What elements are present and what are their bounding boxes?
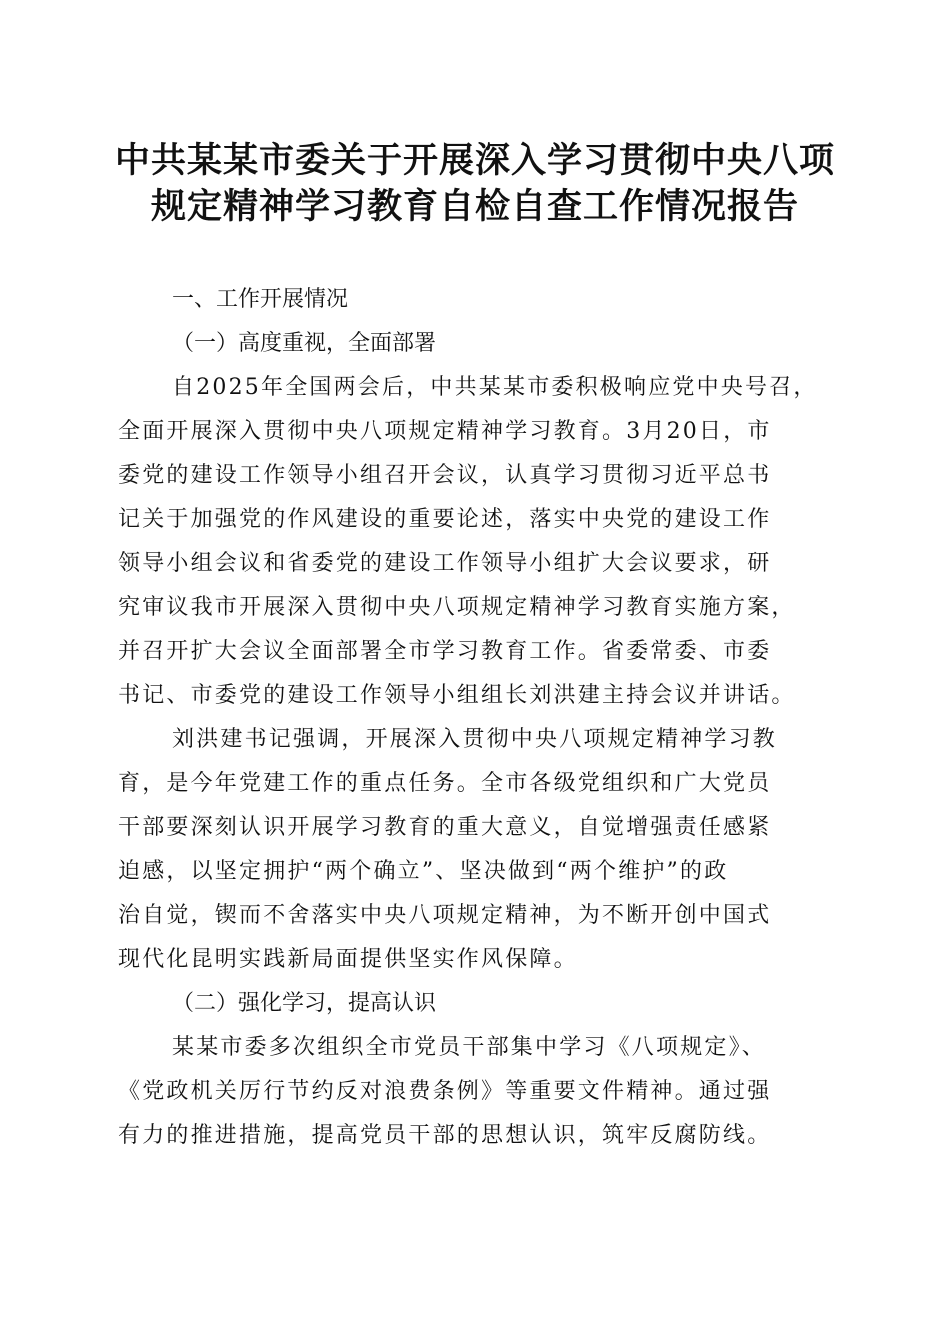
section-heading: 一、工作开展情况	[172, 287, 349, 312]
paragraph-line: 某某市委多次组织全市党员干部集中学习《八项规定》、	[172, 1035, 767, 1060]
paragraph-line: 刘洪建书记强调，开展深入贯彻中央八项规定精神学习教	[172, 727, 778, 752]
paragraph-line: 干部要深刻认识开展学习教育的重大意义，自觉增强责任感紧	[118, 815, 772, 840]
paragraph-line: 书记、市委党的建设工作领导小组组长刘洪建主持会议并讲话。	[118, 683, 796, 708]
subsection-heading-2: （二）强化学习，提高认识	[172, 991, 437, 1016]
title-line-2: 规定精神学习教育自检自查工作情况报告	[150, 186, 799, 227]
paragraph-line: 自2025年全国两会后，中共某某市委积极响应党中央号召，	[172, 375, 818, 400]
paragraph-line: 并召开扩大会议全面部署全市学习教育工作。省委常委、市委	[118, 639, 772, 664]
document-title	[90, 138, 860, 230]
title-line-1: 中共某某市委关于开展深入学习贯彻中央八项	[114, 140, 835, 181]
document-body	[118, 278, 830, 1158]
paragraph-line: 《党政机关厉行节约反对浪费条例》等重要文件精神。通过强	[118, 1079, 772, 1104]
paragraph-line: 记关于加强党的作风建设的重要论述，落实中央党的建设工作	[118, 507, 772, 532]
paragraph-line: 现代化昆明实践新局面提供坚实作风保障。	[118, 947, 578, 972]
paragraph-3	[118, 1026, 830, 1158]
paragraph-2	[118, 718, 830, 982]
subsection-heading-1: （一）高度重视，全面部署	[172, 331, 437, 356]
paragraph-line: 育，是今年党建工作的重点任务。全市各级党组织和广大党员	[118, 771, 772, 796]
paragraph-1	[118, 366, 830, 718]
paragraph-line: 委党的建设工作领导小组召开会议，认真学习贯彻习近平总书	[118, 463, 772, 488]
paragraph-line: 究审议我市开展深入贯彻中央八项规定精神学习教育实施方案，	[118, 595, 796, 620]
paragraph-line: 有力的推进措施，提高党员干部的思想认识，筑牢反腐防线。	[118, 1123, 772, 1148]
paragraph-line: 治自觉，锲而不舍落实中央八项规定精神，为不断开创中国式	[118, 903, 772, 928]
paragraph-line: 迫感，以坚定拥护“两个确立”、坚决做到“两个维护”的政	[118, 859, 729, 884]
paragraph-line: 全面开展深入贯彻中央八项规定精神学习教育。3月20日，市	[118, 419, 772, 444]
paragraph-line: 领导小组会议和省委党的建设工作领导小组扩大会议要求，研	[118, 551, 772, 576]
